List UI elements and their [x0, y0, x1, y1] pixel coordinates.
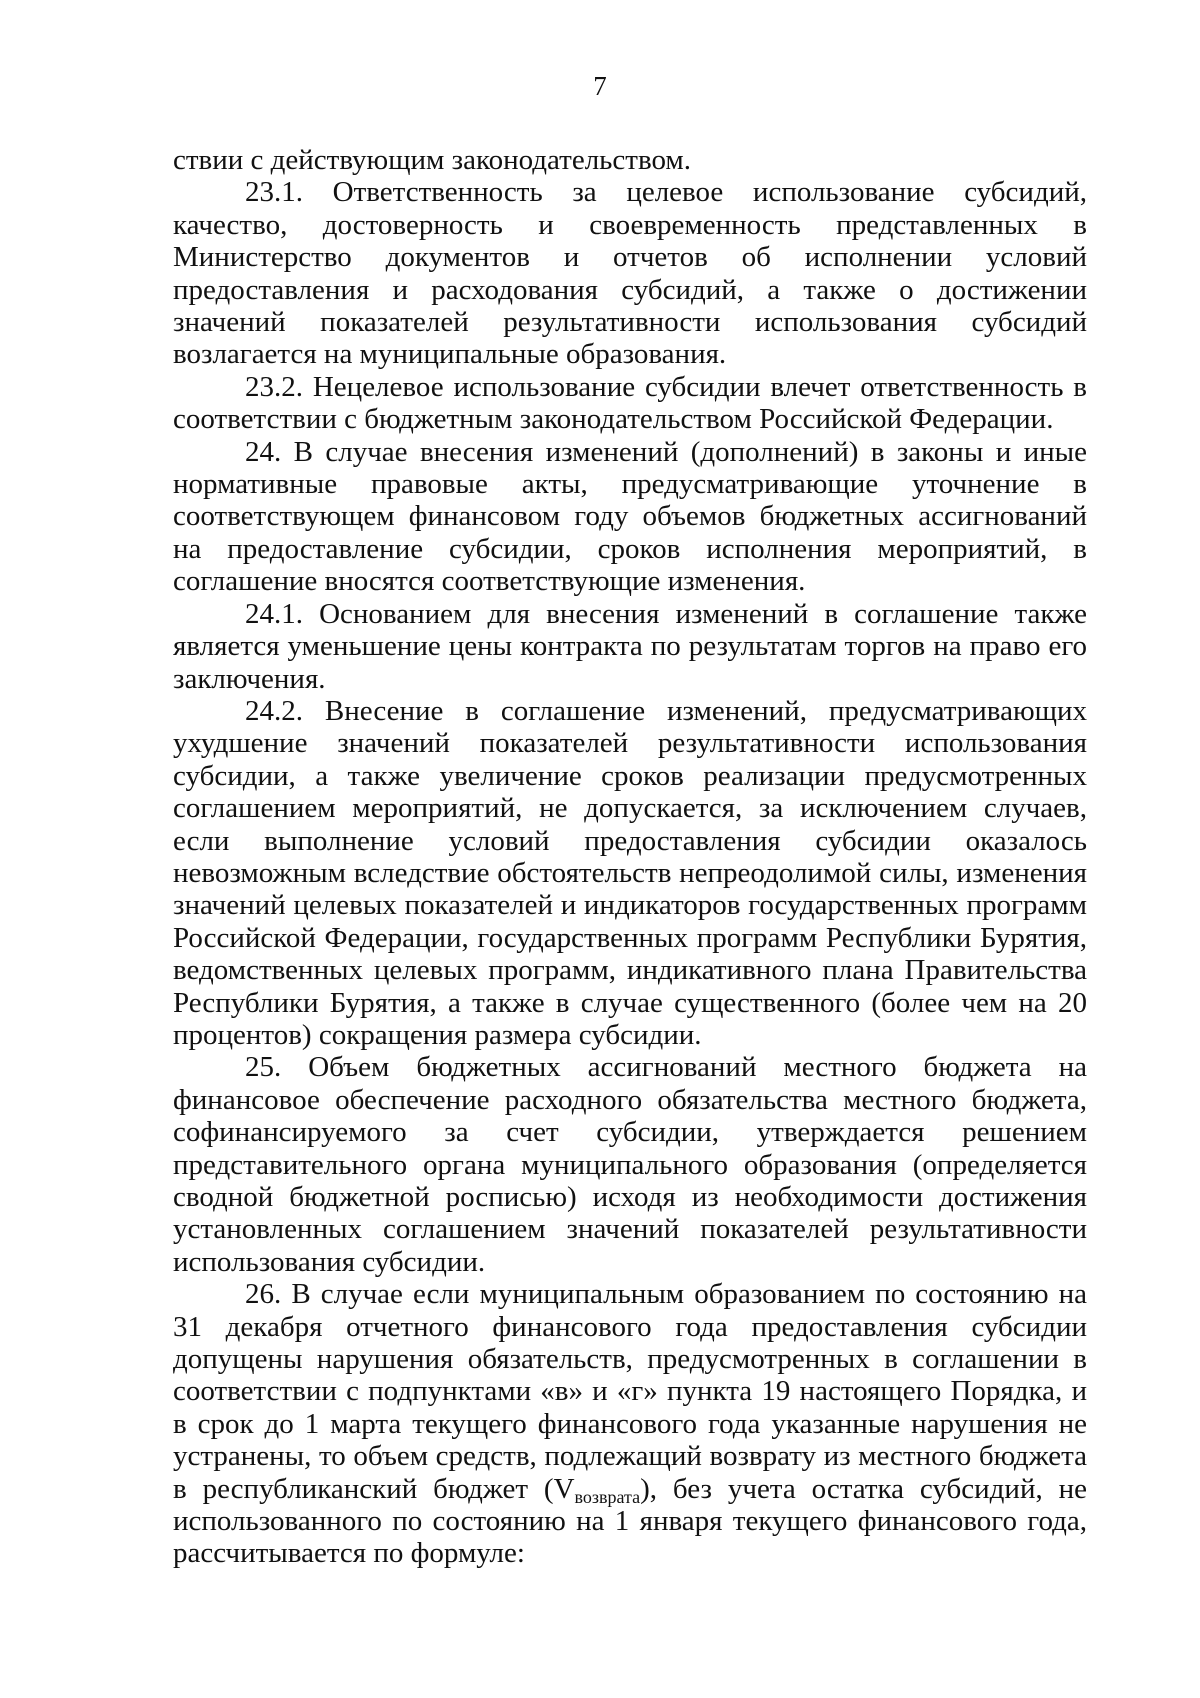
paragraph-continuation: ствии с действующим законодательством.: [173, 144, 691, 176]
body-text: [173, 144, 1087, 1570]
paragraph-24-1: 24.1. Основанием для внесения изменений в соглашение также является уменьшение цены контракта по результатам торгов на право его заключения.: [173, 597, 1087, 695]
paragraph-26: [173, 1278, 1087, 1570]
paragraph-23-2: 23.2. Нецелевое использование субсидии влечет ответственность в соответствии с бюджетным законодательством Российской Федерации.: [173, 370, 1087, 436]
paragraph-26-text-end: ), без учета остатка субсидий, не использованного по состоянию на 1 января текущего финансового года, рассчитывается по формуле:: [173, 1472, 1087, 1570]
v-return-subscript: возврата: [574, 1486, 641, 1507]
paragraph-23-1: 23.1. Ответственность за целевое использование субсидий, качество, достоверность и своевременность представленных в Министерство документов и отчетов об исполнении условий предоставления и расходования субсидий, а также о достижении значений показателей результативности использования субсидий возлагается на муниципальные образования.: [173, 176, 1087, 371]
paragraph-24-2: 24.2. Внесение в соглашение изменений, предусматривающих ухудшение значений показателей результативности использования субсидии, а также увеличение сроков реализации предусмотренных соглашением мероприятий, не допускается, за исключением случаев, если выполнение условий предоставления субсидии оказалось невозможным вследствие обстоятельств непреодолимой силы, изменения значений целевых показателей и индикаторов государственных программ Российской Федерации, государственных программ Республики Бурятия, ведомственных целевых программ, индикативного плана Правительства Республики Бурятия, а также в случае существенного (более чем на 20 процентов) сокращения размера субсидии.: [173, 694, 1087, 1051]
page-number: 7: [593, 71, 607, 101]
paragraph-25: 25. Объем бюджетных ассигнований местного бюджета на финансовое обеспечение расходного обязательства местного бюджета, софинансируемого за счет субсидии, утверждается решением представительного органа муниципального образования (определяется сводной бюджетной росписью) исходя из необходимости достижения установленных соглашением значений показателей результативности использования субсидии.: [173, 1051, 1087, 1278]
paragraph-24: 24. В случае внесения изменений (дополнений) в законы и иные нормативные правовые акты, предусматривающие уточнение в соответствующем финансовом году объемов бюджетных ассигнований на предоставление субсидии, сроков исполнения мероприятий, в соглашение вносятся соответствующие изменения.: [173, 435, 1087, 598]
paragraph-26-text-start: 26. В случае если муниципальным образованием по состоянию на 31 декабря отчетного финансового года предоставления субсидии допущены нарушения обязательств, предусмотренных в соглашении в соответствии с подпунктами «в» и «г» пункта 19 настоящего Порядка, и в срок до 1 марта текущего финансового года указанные нарушения не устранены, то объем средств, подлежащий возврату из местного бюджета в республиканский бюджет (V: [173, 1278, 1087, 1505]
